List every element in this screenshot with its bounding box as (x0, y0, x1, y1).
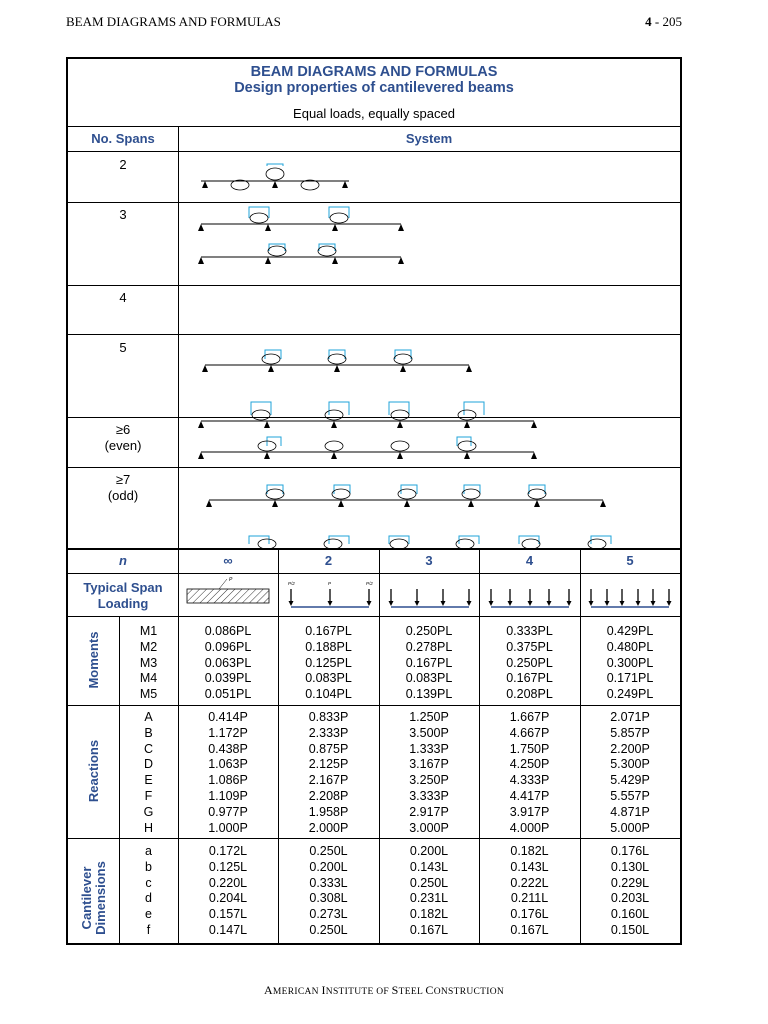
value-cell: 0.249PL (606, 687, 654, 702)
value-cell: 3.000P (409, 820, 449, 835)
value-column (178, 844, 278, 939)
value-cell: 0.875P (308, 741, 349, 756)
value-cell: 2.333P (308, 725, 349, 740)
value-column (580, 844, 680, 939)
load-p-label: P (229, 577, 233, 583)
value-cell: 0.063PL (204, 655, 252, 670)
beam-row-6 (206, 485, 606, 507)
beam-row-5 (198, 402, 537, 459)
value-cell: 5.557P (610, 788, 650, 803)
value-column (379, 710, 479, 836)
value-cell: 0.977P (208, 804, 248, 819)
beam-row-2 (202, 164, 348, 190)
value-cell: 0.278PL (405, 639, 453, 654)
spans-7-odd: ≥7 (odd) (107, 472, 139, 503)
row-label: G (143, 804, 154, 819)
value-cell: 2.200P (610, 741, 650, 756)
group-label-reactions: Reactions (86, 739, 101, 803)
value-cell: 3.500P (409, 725, 449, 740)
value-cell: 0.250L (409, 875, 449, 890)
value-cell: 0.200L (409, 844, 449, 858)
value-cell: 2.208P (308, 788, 349, 803)
value-cell: 4.333P (509, 773, 550, 788)
value-cell: 0.211L (510, 891, 549, 906)
page-subtitle: Design properties of cantilevered beams (234, 80, 514, 96)
n-label: n (119, 553, 127, 568)
value-cell: 0.150L (610, 922, 650, 937)
group-label-cantilever-dimensions: Cantilever Dimensions (79, 861, 108, 935)
value-cell: 0.104PL (305, 687, 352, 702)
value-cell: 0.083PL (305, 671, 352, 686)
value-column (278, 624, 379, 703)
row-label: e (145, 907, 152, 922)
value-cell: 2.071P (610, 710, 650, 724)
value-cell: 3.167P (409, 757, 449, 772)
value-cell: 1.250P (409, 710, 449, 724)
value-cell: 0.086PL (204, 624, 252, 638)
n-value: ∞ (223, 553, 233, 568)
value-cell: 1.063P (208, 757, 248, 772)
value-cell: 5.429P (610, 773, 650, 788)
load-description: Equal loads, equally spaced (293, 106, 455, 121)
value-cell: 0.167PL (305, 624, 352, 638)
n-value: 5 (626, 553, 634, 568)
n-value: 4 (525, 553, 534, 568)
value-cell: 4.000P (509, 820, 550, 835)
value-cell: 0.438P (208, 741, 248, 756)
row-labels (119, 710, 178, 836)
running-header-title: BEAM DIAGRAMS AND FORMULAS (66, 14, 281, 29)
value-cell: 1.086P (208, 773, 248, 788)
row-label: b (145, 859, 152, 874)
value-cell: 0.204L (208, 891, 248, 906)
value-cell: 0.176L (510, 907, 549, 922)
row-label: B (144, 725, 153, 740)
value-cell: 5.300P (610, 757, 650, 772)
row-labels (119, 624, 178, 703)
value-cell: 0.250PL (405, 624, 453, 638)
value-cell: 0.300PL (606, 655, 654, 670)
row-label: C (143, 741, 154, 756)
page-title: BEAM DIAGRAMS AND FORMULAS (250, 64, 498, 80)
row-label: M1 (139, 624, 158, 638)
value-cell: 0.250L (309, 922, 348, 937)
row-label: H (143, 820, 154, 835)
value-cell: 0.833P (308, 710, 349, 724)
beam-system-diagrams (179, 152, 681, 548)
value-cell: 0.375PL (506, 639, 553, 654)
value-cell: 0.171PL (606, 671, 654, 686)
value-cell: 0.231L (409, 891, 449, 906)
row-label: E (144, 773, 153, 788)
value-cell: 0.333PL (506, 624, 553, 638)
row-label: D (143, 757, 154, 772)
span-loading-diagrams (179, 574, 681, 616)
value-cell: 1.667P (509, 710, 550, 724)
spans-3: 3 (119, 207, 127, 222)
value-cell: 0.143L (409, 859, 449, 874)
value-cell: 0.143L (510, 859, 549, 874)
value-cell: 2.167P (308, 773, 349, 788)
value-cell: 0.167PL (506, 671, 553, 686)
value-column (479, 710, 580, 836)
value-column (580, 710, 680, 836)
value-cell: 0.125L (208, 859, 248, 874)
row-labels (119, 844, 178, 939)
value-cell: 0.139PL (405, 687, 453, 702)
row-label: f (146, 922, 151, 937)
value-cell: 0.222L (510, 875, 549, 890)
value-column (178, 710, 278, 836)
value-cell: 0.308L (309, 891, 348, 906)
value-cell: 0.429PL (606, 624, 654, 638)
value-cell: 0.167PL (405, 655, 453, 670)
value-cell: 4.417P (509, 788, 550, 803)
table-frame (66, 57, 682, 945)
value-cell: 1.750P (509, 741, 550, 756)
load-p-label: P (328, 581, 332, 586)
value-cell: 0.125PL (305, 655, 352, 670)
value-cell: 0.167L (510, 922, 549, 937)
beam-row-7 (198, 536, 665, 548)
value-cell: 0.414P (208, 710, 248, 724)
value-cell: 3.250P (409, 773, 449, 788)
n-value: 2 (324, 553, 333, 568)
spans-2: 2 (119, 157, 127, 172)
value-cell: 2.000P (308, 820, 349, 835)
value-cell: 0.229L (610, 875, 650, 890)
value-cell: 0.182L (510, 844, 549, 858)
typical-span-loading-label: Typical Span Loading (83, 580, 163, 611)
value-cell: 4.667P (509, 725, 550, 740)
col-header-spans: No. Spans (91, 131, 155, 146)
value-column (479, 844, 580, 939)
value-column (178, 624, 278, 703)
value-cell: 0.480PL (606, 639, 654, 654)
value-cell: 0.160L (610, 907, 650, 922)
value-cell: 2.917P (409, 804, 449, 819)
value-cell: 0.182L (409, 907, 449, 922)
value-cell: 0.250PL (506, 655, 553, 670)
row-label: F (144, 788, 153, 803)
value-column (379, 844, 479, 939)
value-cell: 3.333P (409, 788, 449, 803)
value-cell: 1.172P (208, 725, 248, 740)
value-cell: 0.039PL (204, 671, 252, 686)
row-label: c (145, 875, 152, 890)
group-label-moments: Moments (86, 631, 101, 689)
beam-row-3 (198, 207, 404, 264)
row-label: d (145, 891, 152, 906)
value-cell: 0.220L (208, 875, 248, 890)
value-cell: 0.083PL (405, 671, 453, 686)
spans-5: 5 (119, 340, 127, 355)
spans-4: 4 (119, 290, 127, 305)
value-cell: 1.109P (208, 788, 248, 803)
value-column (580, 624, 680, 703)
value-cell: 1.958P (308, 804, 349, 819)
value-cell: 0.208PL (506, 687, 553, 702)
beam-row-4 (202, 350, 472, 372)
load-p2-label: P/2 (366, 581, 373, 586)
col-header-system: System (405, 131, 453, 146)
value-cell: 1.333P (409, 741, 449, 756)
row-label: M3 (139, 655, 158, 670)
value-cell: 0.176L (610, 844, 650, 858)
value-cell: 0.096PL (204, 639, 252, 654)
value-cell: 0.273L (309, 907, 348, 922)
value-column (278, 710, 379, 836)
row-label: M4 (139, 671, 158, 686)
value-cell: 0.051PL (204, 687, 252, 702)
value-column (278, 844, 379, 939)
value-cell: 0.250L (309, 844, 348, 858)
value-cell: 4.250P (509, 757, 550, 772)
value-cell: 4.871P (610, 804, 650, 819)
value-cell: 0.167L (409, 922, 449, 937)
row-label: M2 (139, 639, 158, 654)
value-cell: 0.333L (309, 875, 348, 890)
row-label: a (145, 844, 152, 858)
value-cell: 0.188PL (305, 639, 352, 654)
value-cell: 3.917P (509, 804, 550, 819)
value-cell: 1.000P (208, 820, 248, 835)
value-cell: 0.172L (208, 844, 248, 858)
value-column (479, 624, 580, 703)
value-cell: 0.200L (309, 859, 348, 874)
row-label: M5 (139, 687, 158, 702)
value-cell: 5.000P (610, 820, 650, 835)
value-cell: 0.147L (208, 922, 248, 937)
value-cell: 5.857P (610, 725, 650, 740)
value-cell: 0.203L (610, 891, 650, 906)
value-cell: 0.130L (610, 859, 650, 874)
page-number: 4 - 205 (645, 14, 682, 29)
value-column (379, 624, 479, 703)
spans-6-even: ≥6 (even) (104, 422, 142, 453)
footer-publisher: AMERICAN INSTITUTE OF STEEL CONSTRUCTION (263, 983, 505, 997)
value-cell: 0.157L (208, 907, 248, 922)
value-cell: 2.125P (308, 757, 349, 772)
load-p2-label: P/2 (288, 581, 295, 586)
n-value: 3 (425, 553, 433, 568)
row-label: A (144, 710, 153, 724)
